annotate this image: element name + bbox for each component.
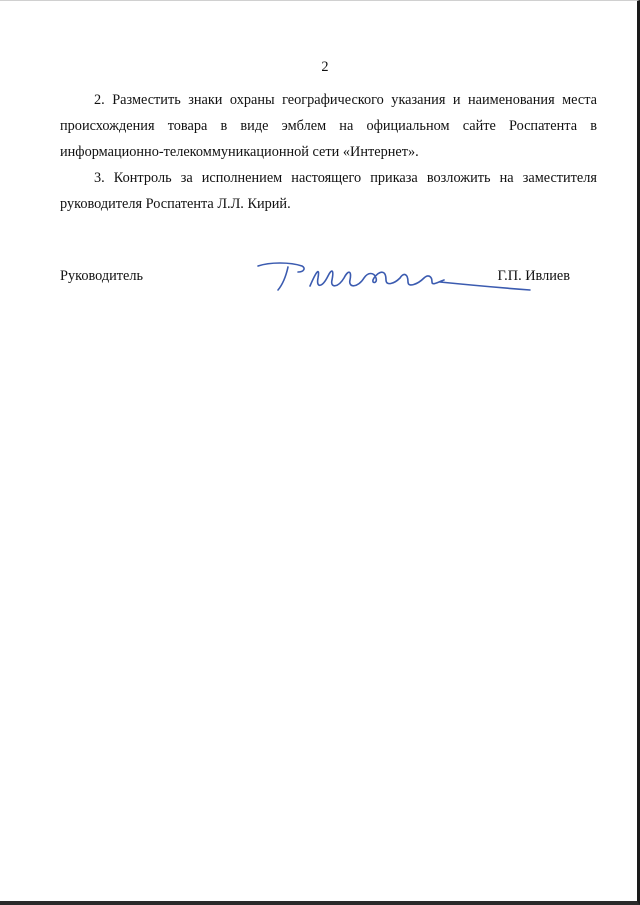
- signature-block: [60, 268, 570, 308]
- handwritten-signature: [250, 260, 540, 300]
- paragraph-3: 3. Контроль за исполнением настоящего приказа возложить на заместителя руководителя Роспатента Л.Л. Кирий.: [60, 170, 597, 212]
- signature-stroke-down: [278, 267, 288, 290]
- signatory-title: Руководитель: [60, 268, 144, 284]
- page-number: 2: [321, 59, 329, 75]
- signatory-name: Г.П. Ивлиев: [497, 268, 570, 284]
- signature-stroke-loops: [310, 271, 444, 286]
- paragraph-2: 2. Разместить знаки охраны географического указания и наименования места происхождения товара в виде эмблем на официальном сайте Роспатента в информационно-телекоммуникационной сети «Интернет».: [60, 92, 597, 160]
- signature-stroke-initial: [258, 263, 304, 272]
